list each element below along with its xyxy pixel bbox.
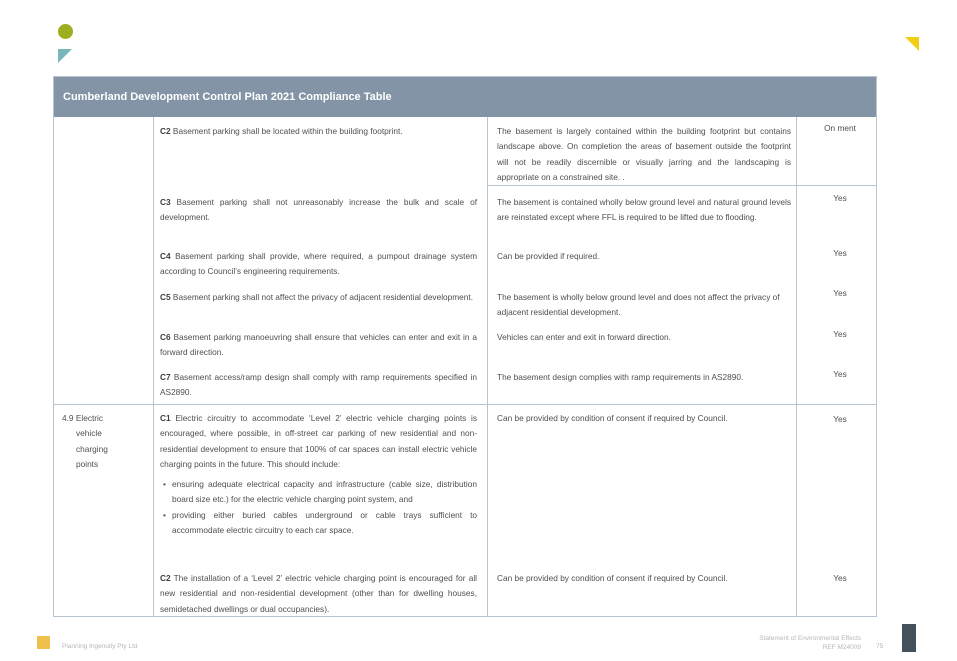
footer-bar-icon [902, 624, 916, 652]
footer-ref: REF M24009 [822, 644, 861, 651]
table-row [160, 370, 477, 401]
response-text: Can be provided by condition of consent if required by Council. [497, 413, 728, 423]
status-value: Yes [833, 369, 847, 379]
control-text: Electric circuitry to accommodate ‘Level 2’ electric vehicle charging points is encouraged, where possible, in off-street car parking of new residential and non-residential development to ensure that 100% of car spaces can install electric vehicle charging points in the future. This should include: [160, 413, 477, 469]
status-value: Yes [833, 573, 847, 583]
response-text: Can be provided if required. [497, 251, 600, 261]
response-text: Vehicles can enter and exit in forward direction. [497, 332, 671, 342]
footer-company: Planning Ingenuity Pty Ltd [62, 643, 138, 650]
status-value: Yes [833, 193, 847, 203]
control-code: C5 [160, 292, 171, 302]
table-row [160, 290, 477, 305]
control-code: C2 [160, 126, 171, 136]
section-label-line: vehicle [76, 428, 102, 439]
status-value: Yes [833, 414, 847, 424]
control-text: Basement parking manoeuvring shall ensure that vehicles can enter and exit in a forward direction. [160, 332, 477, 358]
control-text: Basement parking shall not affect the privacy of adjacent residential development. [172, 292, 474, 302]
control-text: Basement parking shall provide, where required, a pumpout drainage system according to Council’s engineering requirements. [160, 251, 477, 277]
corner-triangle-icon [905, 37, 919, 51]
table-row [160, 571, 477, 617]
section-label-line: 4.9 Electric [62, 413, 104, 423]
list-item: • ensuring adequate electrical capacity and infrastructure (cable size, distribution board size etc.) for the electric vehicle charging point system, and [160, 477, 477, 508]
control-code: C7 [160, 372, 171, 382]
page-number: 75 [876, 643, 884, 650]
footer-doc-info [759, 634, 861, 652]
table-row [160, 249, 477, 280]
control-text: Basement access/ramp design shall comply with ramp requirements specified in AS2890. [160, 372, 477, 398]
list-item: • providing either buried cables underground or cable trays sufficient to accommodate electric circuitry to each car space. [160, 508, 477, 539]
control-code: C4 [160, 251, 171, 261]
column-divider [153, 117, 154, 616]
table-title: Cumberland Development Control Plan 2021 Compliance Table [54, 77, 876, 117]
section-label [62, 411, 150, 472]
response-text: Can be provided by condition of consent if required by Council. [497, 573, 728, 583]
status-value: Yes [833, 288, 847, 298]
column-divider [487, 117, 488, 616]
control-code: C1 [160, 413, 171, 423]
logo-dot-icon [58, 24, 73, 39]
footer-doc-title: Statement of Environmental Effects [759, 635, 861, 642]
compliance-table [53, 76, 877, 617]
control-code: C6 [160, 332, 171, 342]
response-text: The basement is wholly below ground level and does not affect the privacy of adjacent residential development. [497, 292, 780, 318]
table-row [160, 411, 477, 538]
logo-triangle-icon [58, 49, 72, 63]
control-bullet-list [160, 477, 477, 538]
response-text: The basement design complies with ramp requirements in AS2890. [497, 372, 744, 382]
section-label-line: points [76, 458, 99, 469]
table-row [160, 124, 482, 139]
row-divider [54, 404, 876, 405]
table-row [160, 195, 477, 226]
control-text: Basement parking shall be located within the building footprint. [172, 126, 403, 136]
status-value: Yes [833, 329, 847, 339]
control-text: Basement parking shall not unreasonably increase the bulk and scale of development. [160, 197, 478, 223]
status-value: Yes [833, 248, 847, 258]
control-text: The installation of a ‘Level 2’ electric vehicle charging point is encouraged for all new residential and non-residential development (other than for dwelling houses, semidetached dwellings or dual occupancies). [160, 573, 478, 614]
response-text: The basement is largely contained within the building footprint but contains landscape above. On completion the areas of basement outside the footprint will not be readily discernible or visually jarring and the landscaping is appropriate on a constrained site. . [497, 126, 791, 182]
section-label-line: charging [76, 443, 108, 454]
footer-logo-icon [37, 636, 50, 649]
control-code: C2 [160, 573, 171, 583]
status-value: On ment [824, 123, 856, 133]
control-code: C3 [160, 197, 171, 207]
table-row [160, 330, 477, 361]
response-text: The basement is contained wholly below ground level and natural ground levels are reinstated except where FFL is required to be lifted due to flooding. [497, 197, 791, 223]
